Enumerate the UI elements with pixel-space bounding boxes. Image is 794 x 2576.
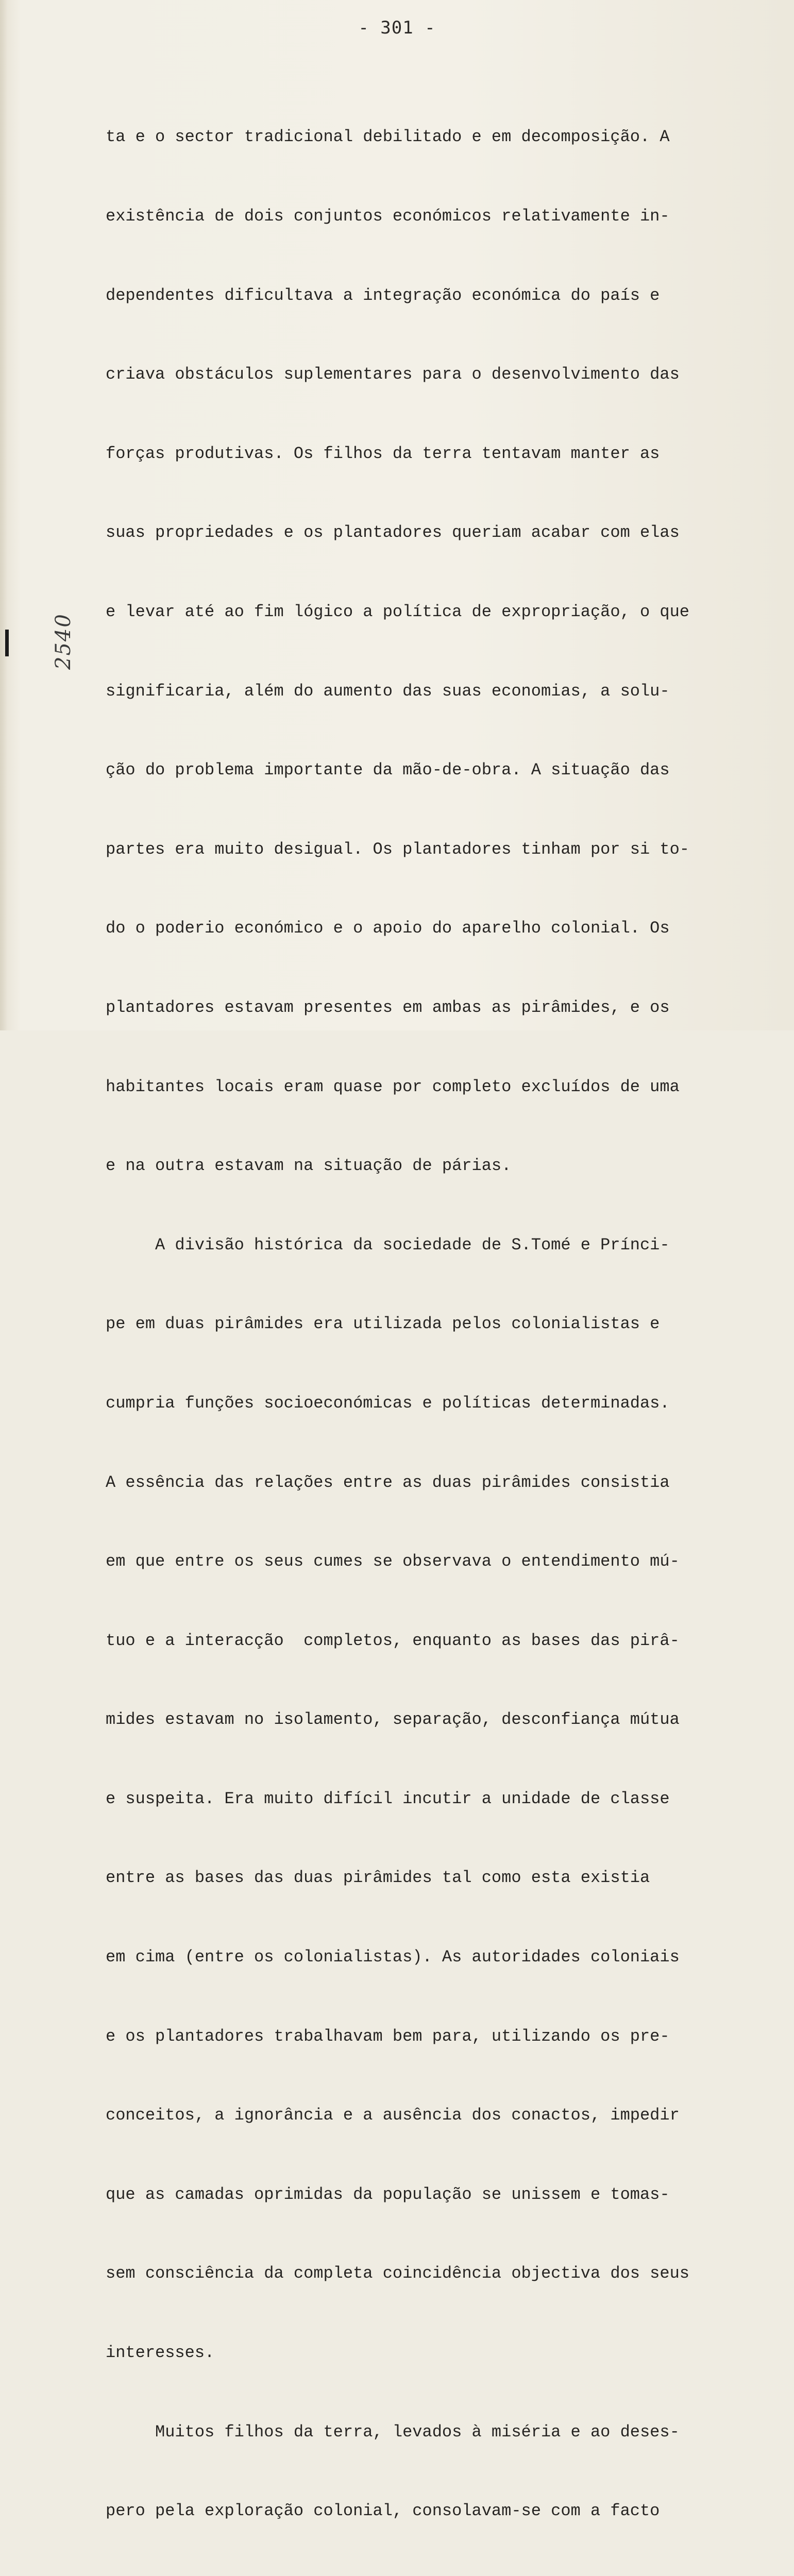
text-line: tuo e a interacção completos, enquanto as bases das pirâ- bbox=[106, 1631, 680, 1650]
text-line: Muitos filhos da terra, levados à miséria e ao deses- bbox=[106, 2422, 680, 2442]
text-line: em que entre os seus cumes se observava o entendimento mú- bbox=[106, 1552, 680, 1571]
text-line: suas propriedades e os plantadores queriam acabar com elas bbox=[106, 523, 680, 543]
text-line: ção do problema importante da mão-de-obra. A situação das bbox=[106, 760, 670, 780]
text-line: habitantes locais eram quase por completo excluídos de uma bbox=[106, 1077, 680, 1096]
text-line: A essência das relações entre as duas pirâmides consistia bbox=[106, 1472, 670, 1492]
text-line: cumpria funções socioeconómicas e políticas determinadas. bbox=[106, 1393, 670, 1413]
text-line: forças produtivas. Os filhos da terra tentavam manter as bbox=[106, 444, 660, 463]
text-line: entre as bases das duas pirâmides tal como esta existia bbox=[106, 1868, 650, 1888]
text-line: significaria, além do aumento das suas economias, a solu- bbox=[106, 681, 670, 701]
text-line: e levar até ao fim lógico a política de expropriação, o que bbox=[106, 602, 689, 621]
text-line: pero pela exploração colonial, consolavam-se com a facto bbox=[106, 2501, 660, 2521]
text-line: mides estavam no isolamento, separação, desconfiança mútua bbox=[106, 1710, 680, 1730]
handwritten-margin-annotation: 2540 bbox=[52, 613, 75, 670]
text-line: criava obstáculos suplementares para o desenvolvimento das bbox=[106, 365, 680, 384]
margin-bar-mark bbox=[5, 630, 9, 656]
text-line: e suspeita. Era muito difícil incutir a unidade de classe bbox=[106, 1789, 670, 1808]
text-line: conceitos, a ignorância e a ausência dos conactos, impedir bbox=[106, 2106, 680, 2125]
text-line: e os plantadores trabalhavam bem para, utilizando os pre- bbox=[106, 2026, 670, 2046]
text-line: que as camadas oprimidas da população se unissem e tomas- bbox=[106, 2184, 670, 2204]
text-line: sem consciência da completa coincidência objectiva dos seus bbox=[106, 2264, 689, 2283]
body-text bbox=[106, 71, 755, 2576]
text-line: do o poderio económico e o apoio do aparelho colonial. Os bbox=[106, 919, 670, 938]
text-line: existência de dois conjuntos económicos relativamente in- bbox=[106, 207, 670, 226]
page-left-edge-shadow bbox=[0, 0, 7, 1030]
page-number: - 301 - bbox=[358, 18, 436, 38]
text-line: dependentes dificultava a integração económica do país e bbox=[106, 285, 660, 305]
text-line: plantadores estavam presentes em ambas as pirâmides, e os bbox=[106, 997, 670, 1017]
text-line: interesses. bbox=[106, 2343, 215, 2363]
text-line: em cima (entre os colonialistas). As autoridades coloniais bbox=[106, 1947, 680, 1967]
text-line: A divisão histórica da sociedade de S.Tomé e Prínci- bbox=[106, 1235, 670, 1255]
text-line: partes era muito desigual. Os plantadores tinham por si to- bbox=[106, 839, 689, 859]
text-line: ta e o sector tradicional debilitado e em decomposição. A bbox=[106, 127, 670, 147]
text-line: e na outra estavam na situação de párias. bbox=[106, 1156, 512, 1176]
text-line: pe em duas pirâmides era utilizada pelos colonialistas e bbox=[106, 1314, 660, 1334]
